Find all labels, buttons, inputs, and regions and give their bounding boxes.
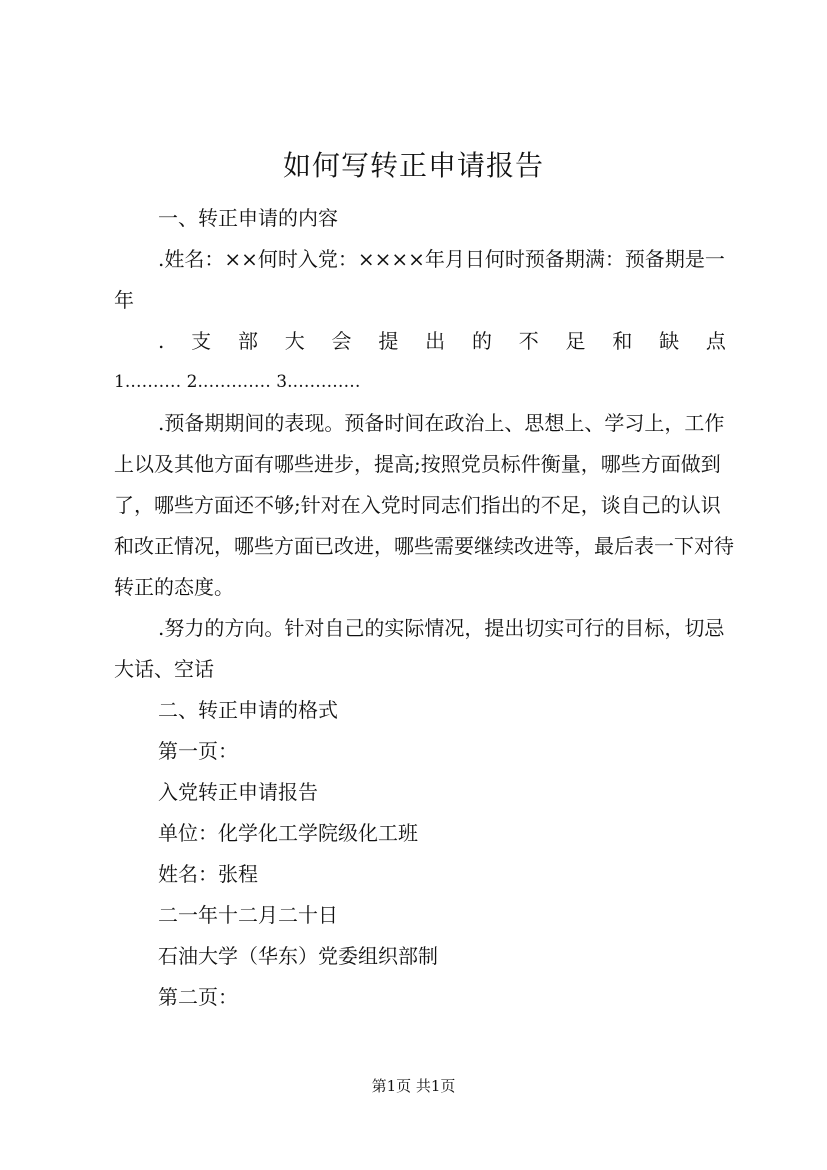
line-unit: 单位：化学化工学院级化工班 (158, 821, 418, 845)
document-title: 如何写转正申请报告 (282, 149, 544, 182)
char: 点 (705, 329, 726, 353)
section-heading-format: 二、转正申请的格式 (158, 698, 338, 722)
line-date: 二一年十二月二十日 (158, 903, 338, 927)
char: 支 (191, 329, 212, 353)
paragraph-name-join-date: .姓名：××何时入党：××××年月日何时预备期满：预备期是一年 (114, 247, 725, 312)
char: 提 (378, 329, 399, 353)
char: 会 (331, 329, 352, 353)
paragraph-branch-meeting-shortcomings (114, 321, 738, 362)
char: 出 (425, 329, 446, 353)
char: 部 (237, 329, 258, 353)
char: . (158, 329, 165, 353)
page-footer: 第1页 共1页 (371, 1077, 456, 1095)
char: 缺 (659, 329, 680, 353)
line-page-one: 第一页： (158, 739, 238, 763)
line-issuer: 石油大学（华东）党委组织部制 (158, 944, 438, 968)
document-body (114, 198, 738, 1018)
line-page-two: 第二页： (158, 985, 238, 1009)
char: 和 (612, 329, 633, 353)
char: 大 (284, 329, 305, 353)
line-report-title: 入党转正申请报告 (158, 780, 318, 804)
paragraph-probation-performance: .预备期期间的表现。预备时间在政治上、思想上、学习上，工作上以及其他方面有哪些进步，提高;按照党员标件衡量，哪些方面做到了，哪些方面还不够;针对在入党时同志们指出的不足，谈自己的认识和改正情况，哪些方面已改进，哪些需要继续改进等，最后表一下对待转正的态度。 (114, 411, 734, 599)
paragraph-direction: .努力的方向。针对自己的实际情况，提出切实可行的目标，切忌大话、空话 (114, 616, 725, 681)
char: 足 (565, 329, 586, 353)
section-heading-content: 一、转正申请的内容 (158, 206, 338, 230)
char: 不 (518, 329, 539, 353)
char: 的 (471, 329, 492, 353)
numbered-list-line: 1.……… 2.………… 3.………… (114, 372, 361, 392)
line-name: 姓名：张程 (158, 862, 258, 886)
